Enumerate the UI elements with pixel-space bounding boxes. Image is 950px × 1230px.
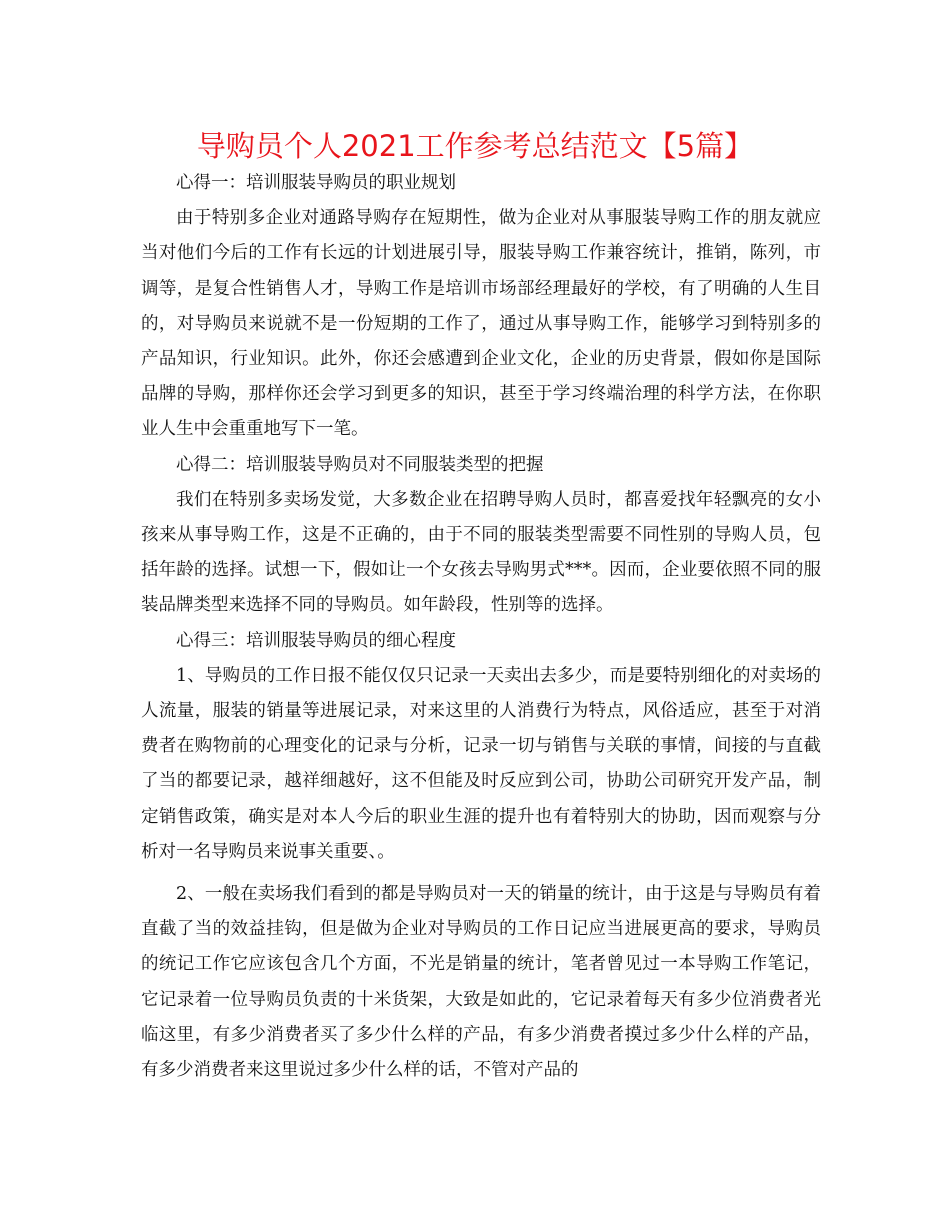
section-heading-2: 心得二：培训服装导购员对不同服装类型的把握 xyxy=(176,454,544,475)
paragraph-3: 1、导购员的工作日报不能仅仅只记录一天卖出去多少，而是要特别细化的对卖场的人流量，服装的销量等进展记录，对来这里的人消费行为特点，风俗适应，甚至于对消费者在购物前的心理变化的记录与分析，记录一切与销售与关联的事情，间接的与直截了当的都要记录，越祥细越好，这不但能及时反应到公司，协助公司研究开发产品，制定销售政策，确实是对本人今后的职业生涯的提升也有着特别大的协助，因而观察与分析对一名导购员来说事关重要、。 xyxy=(141,665,821,862)
paragraph-2: 我们在特别多卖场发觉，大多数企业在招聘导购人员时，都喜爱找年轻飘亮的女小孩来从事导购工作，这是不正确的，由于不同的服装类型需要不同性别的导购人员，包括年龄的选择。试想一下，假如让一个女孩去导购男式***。因而，企业要依照不同的服装品牌类型来选择不同的导购员。如年龄段，性别等的选择。 xyxy=(141,489,821,616)
paragraph-4: 2、一般在卖场我们看到的都是导购员对一天的销量的统计，由于这是与导购员有着直截了当的效益挂钩，但是做为企业对导购员的工作日记应当进展更高的要求，导购员的统记工作它应该包含几个方面，不光是销量的统计，笔者曾见过一本导购工作笔记，它记录着一位导购员负责的十米货架，大致是如此的，它记录着每天有多少位消费者光临这里，有多少消费者买了多少什么样的产品，有多少消费者摸过多少什么样的产品，有多少消费者来这里说过多少什么样的话，不管对产品的 xyxy=(141,884,821,1081)
section-heading-3: 心得三：培训服装导购员的细心程度 xyxy=(176,630,456,651)
section-heading-1: 心得一：培训服装导购员的职业规划 xyxy=(176,173,456,193)
paragraph-1: 由于特别多企业对通路导购存在短期性，做为企业对从事服装导购工作的朋友就应当对他们今后的工作有长远的计划进展引导，服装导购工作兼容统计，推销，陈列，市调等，是复合性销售人才，导购工作是培训市场部经理最好的学校，有了明确的人生目的，对导购员来说就不是一份短期的工作了，通过从事导购工作，能够学习到特别多的产品知识，行业知识。此外，你还会感遭到企业文化，企业的历史背景，假如你是国际品牌的导购，那样你还会学习到更多的知识，甚至于学习终端治理的科学方法，在你职业人生中会重重地写下一笔。 xyxy=(141,208,821,440)
document-title: 导购员个人2021工作参考总结范文【5篇】 xyxy=(196,129,754,163)
paragraph-gap xyxy=(141,870,821,877)
document-body xyxy=(141,166,821,1088)
